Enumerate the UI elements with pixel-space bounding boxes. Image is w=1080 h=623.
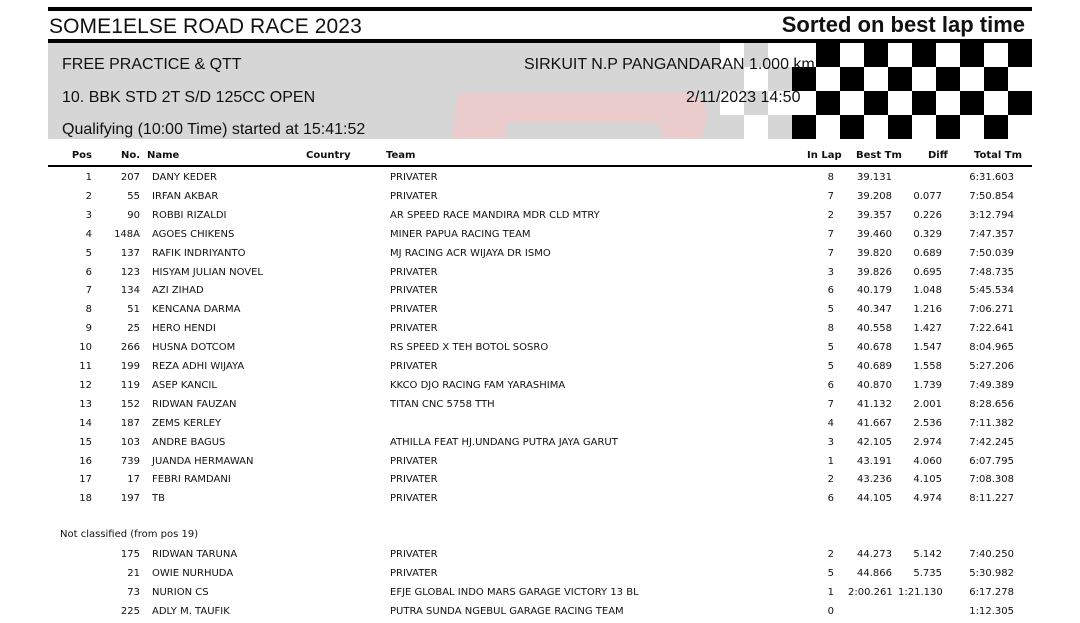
cell-name: RIDWAN FAUZAN	[152, 398, 237, 410]
table-row	[48, 226, 1032, 245]
cell-diff: 5.142	[913, 549, 942, 560]
flag-square	[888, 67, 912, 91]
cell-no: 103	[120, 436, 140, 448]
flag-square	[960, 91, 984, 115]
cell-name: ADLY M. TAUFIK	[152, 605, 230, 617]
flag-square	[912, 67, 936, 91]
cell-pos: 13	[79, 398, 92, 410]
col-in-lap: In Lap	[807, 150, 842, 161]
flag-square	[840, 43, 864, 67]
cell-pos: 5	[85, 247, 92, 259]
cell-total: 5:45.534	[969, 285, 1014, 297]
cell-no: 90	[127, 209, 140, 221]
cell-no: 137	[120, 247, 140, 259]
cell-total: 6:07.795	[969, 455, 1014, 467]
cell-name: HUSNA DOTCOM	[152, 342, 236, 354]
cell-name: KENCANA DARMA	[152, 304, 241, 316]
cell-best: 39.131	[857, 172, 892, 183]
flag-square	[888, 43, 912, 67]
cell-name: AGOES CHIKENS	[152, 228, 235, 240]
cell-best: 41.132	[857, 398, 892, 410]
cell-diff: 1.739	[913, 379, 942, 391]
cell-in-lap: 6	[827, 379, 834, 391]
flag-square	[984, 115, 1008, 139]
table-row	[48, 434, 1032, 453]
cell-diff: 2.001	[913, 398, 942, 410]
cell-total: 8:28.656	[969, 398, 1014, 410]
cell-total: 7:50.039	[969, 247, 1014, 259]
table-row	[48, 188, 1032, 207]
flag-square	[960, 67, 984, 91]
session-header	[48, 43, 1032, 139]
cell-no: 123	[120, 266, 140, 278]
flag-square	[744, 115, 768, 139]
cell-pos: 2	[85, 190, 92, 202]
cell-name: OWIE NURHUDA	[152, 567, 234, 579]
cell-team: KKCO DJO RACING FAM YARASHIMA	[390, 379, 566, 391]
cell-diff: 0.077	[913, 190, 942, 202]
cell-name: HERO HENDI	[152, 323, 216, 335]
table-row	[48, 603, 1032, 622]
cell-diff: 2.536	[913, 417, 942, 429]
cell-best: 43.236	[857, 474, 892, 486]
cell-pos: 16	[79, 455, 92, 467]
col-best-tm: Best Tm	[856, 150, 902, 161]
cell-name: ANDRE BAGUS	[152, 436, 226, 448]
cell-no: 187	[120, 417, 140, 429]
cell-pos: 7	[85, 285, 92, 297]
cell-in-lap: 1	[827, 455, 834, 467]
flag-square	[816, 91, 840, 115]
cell-no: 134	[120, 285, 140, 297]
col-diff: Diff	[928, 150, 948, 161]
cell-team: PRIVATER	[390, 190, 438, 202]
table-row	[48, 490, 1032, 509]
cell-in-lap: 5	[827, 304, 834, 316]
flag-square	[888, 91, 912, 115]
cell-diff: 0.689	[913, 247, 942, 259]
cell-team: TITAN CNC 5758 TTH	[390, 398, 495, 410]
cell-pos: 3	[85, 209, 92, 221]
cell-total: 1:12.305	[969, 605, 1014, 617]
cell-team: RS SPEED X TEH BOTOL SOSRO	[390, 342, 549, 354]
cell-team: PRIVATER	[390, 304, 438, 316]
cell-name: TB	[152, 493, 165, 505]
cell-total: 7:22.641	[969, 323, 1014, 335]
table-row	[48, 396, 1032, 415]
cell-total: 8:11.227	[969, 493, 1014, 505]
cell-in-lap: 6	[827, 493, 834, 505]
race-class: 10. BBK STD 2T S/D 125CC OPEN	[62, 89, 316, 106]
table-row	[48, 320, 1032, 339]
flag-square	[960, 43, 984, 67]
cell-in-lap: 1	[827, 586, 834, 598]
table-row	[48, 584, 1032, 603]
cell-diff: 4.974	[913, 493, 942, 505]
cell-name: RIDWAN TARUNA	[152, 549, 238, 560]
qualifying-info: Qualifying (10:00 Time) started at 15:41:52	[62, 121, 366, 138]
flag-square	[864, 67, 888, 91]
flag-square	[960, 115, 984, 139]
cell-pos: 14	[79, 417, 92, 429]
flag-square	[720, 115, 744, 139]
flag-square	[1008, 43, 1032, 67]
cell-best: 40.558	[857, 323, 892, 335]
col-team: Team	[386, 150, 416, 161]
cell-team: PRIVATER	[390, 285, 438, 297]
cell-in-lap: 2	[827, 549, 834, 560]
flag-square	[840, 91, 864, 115]
cell-in-lap: 7	[827, 228, 834, 240]
table-header	[48, 149, 1032, 167]
flag-square	[936, 67, 960, 91]
flag-square	[1008, 91, 1032, 115]
cell-diff: 5.735	[913, 567, 942, 579]
cell-team: EFJE GLOBAL INDO MARS GARAGE VICTORY 13 BL	[390, 586, 639, 598]
event-title: SOME1ELSE ROAD RACE 2023	[49, 15, 362, 38]
cell-diff: 1:21.130	[898, 586, 943, 598]
flag-square	[888, 115, 912, 139]
cell-in-lap: 7	[827, 190, 834, 202]
cell-team: PRIVATER	[390, 266, 438, 278]
cell-in-lap: 3	[827, 436, 834, 448]
cell-name: ZEMS KERLEY	[152, 417, 222, 429]
cell-total: 5:30.982	[969, 567, 1014, 579]
cell-diff: 1.547	[913, 342, 942, 354]
table-row	[48, 471, 1032, 490]
cell-pos: 8	[85, 304, 92, 316]
cell-in-lap: 5	[827, 361, 834, 372]
col-name: Name	[147, 150, 180, 161]
cell-name: AZI ZIHAD	[152, 285, 204, 297]
cell-total: 8:04.965	[969, 342, 1014, 354]
cell-team: PRIVATER	[390, 549, 438, 560]
cell-no: 73	[127, 586, 140, 598]
cell-no: 148A	[114, 228, 140, 240]
flag-square	[816, 115, 840, 139]
cell-no: 17	[127, 474, 140, 486]
cell-pos: 15	[79, 436, 92, 448]
table-row	[48, 453, 1032, 472]
cell-total: 7:08.308	[969, 474, 1014, 486]
col-total-tm: Total Tm	[974, 150, 1023, 161]
not-classified-label: Not classified (from pos 19)	[60, 529, 199, 540]
sort-note: Sorted on best lap time	[781, 12, 1025, 37]
cell-in-lap: 5	[827, 567, 834, 579]
cell-no: 225	[120, 605, 140, 617]
cell-total: 6:31.603	[969, 172, 1014, 183]
circuit-name: SIRKUIT N.P PANGANDARAN 1.000 km	[524, 56, 815, 73]
flag-square	[864, 115, 888, 139]
table-row	[48, 546, 1032, 565]
cell-team: ATHILLA FEAT HJ.UNDANG PUTRA JAYA GARUT	[390, 436, 618, 448]
cell-best: 41.667	[857, 417, 892, 429]
cell-best: 42.105	[857, 436, 892, 448]
cell-in-lap: 4	[827, 417, 834, 429]
cell-pos: 4	[85, 228, 92, 240]
flag-square	[936, 43, 960, 67]
cell-total: 7:48.735	[969, 266, 1014, 278]
cell-name: NURION CS	[152, 586, 209, 598]
cell-pos: 1	[85, 172, 92, 183]
cell-total: 5:27.206	[969, 361, 1014, 372]
table-row	[48, 245, 1032, 264]
cell-team: MINER PAPUA RACING TEAM	[390, 228, 531, 240]
cell-total: 7:47.357	[969, 228, 1014, 240]
table-row	[48, 264, 1032, 283]
session-name: FREE PRACTICE & QTT	[62, 56, 242, 73]
flag-square	[912, 43, 936, 67]
cell-best: 39.826	[857, 266, 892, 278]
cell-team: MJ RACING ACR WIJAYA DR ISMO	[390, 247, 551, 259]
cell-in-lap: 3	[827, 266, 834, 278]
cell-diff: 1.216	[913, 304, 942, 316]
cell-pos: 6	[85, 266, 92, 278]
cell-name: ROBBI RIZALDI	[152, 209, 227, 221]
results-sheet	[48, 7, 1032, 623]
cell-team: PRIVATER	[390, 323, 438, 335]
cell-best: 40.347	[857, 304, 892, 316]
cell-name: RAFIK INDRIYANTO	[152, 247, 246, 259]
table-row	[48, 339, 1032, 358]
flag-square	[1008, 115, 1032, 139]
cell-no: 207	[120, 172, 140, 183]
cell-no: 25	[127, 323, 140, 335]
cell-in-lap: 5	[827, 342, 834, 354]
cell-total: 3:12.794	[969, 209, 1014, 221]
cell-best: 44.273	[857, 549, 892, 560]
cell-pos: 12	[79, 379, 92, 391]
cell-total: 7:40.250	[969, 549, 1014, 560]
cell-name: FEBRI RAMDANI	[152, 474, 231, 486]
cell-diff: 1.427	[913, 323, 942, 335]
flag-square	[912, 115, 936, 139]
cell-total: 7:06.271	[969, 304, 1014, 316]
flag-square	[1008, 67, 1032, 91]
race-datetime: 2/11/2023 14:50	[686, 89, 801, 106]
cell-pos: 9	[85, 323, 92, 335]
cell-total: 7:49.389	[969, 379, 1014, 391]
cell-no: 119	[120, 379, 140, 391]
cell-team: AR SPEED RACE MANDIRA MDR CLD MTRY	[390, 209, 600, 221]
flag-square	[816, 43, 840, 67]
cell-diff: 0.329	[913, 228, 942, 240]
cell-in-lap: 7	[827, 247, 834, 259]
table-row	[48, 169, 1032, 188]
cell-no: 739	[120, 455, 140, 467]
cell-best: 44.866	[857, 567, 892, 579]
cell-pos: 11	[79, 361, 92, 372]
table-row	[48, 565, 1032, 584]
table-row	[48, 358, 1032, 377]
table-row	[48, 301, 1032, 320]
flag-square	[816, 67, 840, 91]
cell-team: PRIVATER	[390, 172, 438, 183]
cell-no: 55	[127, 190, 140, 202]
flag-square	[984, 91, 1008, 115]
cell-in-lap: 2	[827, 209, 834, 221]
cell-no: 199	[120, 361, 140, 372]
cell-pos: 17	[79, 474, 92, 486]
cell-best: 43.191	[857, 455, 892, 467]
cell-team: PRIVATER	[390, 361, 438, 372]
flag-square	[936, 115, 960, 139]
table-row	[48, 377, 1032, 396]
cell-best: 39.357	[857, 209, 892, 221]
table-row	[48, 415, 1032, 434]
flag-square	[864, 91, 888, 115]
cell-diff: 0.226	[913, 209, 942, 221]
cell-total: 6:17.278	[969, 586, 1014, 598]
cell-total: 7:11.382	[969, 417, 1014, 429]
cell-pos: 10	[79, 342, 92, 354]
table-row	[48, 282, 1032, 301]
flag-square	[840, 115, 864, 139]
cell-team: PRIVATER	[390, 455, 438, 467]
cell-total: 7:42.245	[969, 436, 1014, 448]
cell-no: 175	[120, 549, 140, 560]
logo-watermark	[418, 73, 718, 139]
cell-diff: 1.558	[913, 361, 942, 372]
cell-no: 266	[120, 342, 140, 354]
cell-no: 51	[127, 304, 140, 316]
flag-square	[912, 91, 936, 115]
cell-best: 44.105	[857, 493, 892, 505]
top-rule	[48, 7, 1032, 11]
cell-no: 152	[120, 398, 140, 410]
cell-best: 2:00.261	[848, 586, 893, 598]
flag-square	[768, 115, 792, 139]
cell-name: ASEP KANCIL	[152, 379, 217, 391]
cell-team: PUTRA SUNDA NGEBUL GARAGE RACING TEAM	[390, 605, 624, 617]
cell-name: DANY KEDER	[152, 172, 217, 183]
cell-best: 39.208	[857, 190, 892, 202]
col-no: No.	[120, 150, 140, 161]
cell-diff: 4.105	[913, 474, 942, 486]
table-row	[48, 207, 1032, 226]
cell-in-lap: 6	[827, 285, 834, 297]
cell-name: REZA ADHI WIJAYA	[152, 361, 245, 372]
cell-in-lap: 0	[827, 605, 834, 617]
cell-name: JUANDA HERMAWAN	[152, 455, 254, 467]
cell-team: PRIVATER	[390, 474, 438, 486]
flag-square	[984, 67, 1008, 91]
cell-pos: 18	[79, 493, 92, 505]
cell-best: 40.870	[857, 379, 892, 391]
cell-name: HISYAM JULIAN NOVEL	[152, 266, 263, 278]
flag-square	[840, 67, 864, 91]
cell-best: 39.820	[857, 247, 892, 259]
cell-in-lap: 2	[827, 474, 834, 486]
cell-in-lap: 7	[827, 398, 834, 410]
cell-diff: 2.974	[913, 436, 942, 448]
cell-total: 7:50.854	[969, 190, 1014, 202]
cell-in-lap: 8	[827, 172, 834, 183]
cell-no: 21	[127, 567, 140, 579]
cell-no: 197	[120, 493, 140, 505]
col-country: Country	[306, 150, 351, 161]
cell-name: IRFAN AKBAR	[152, 190, 219, 202]
cell-best: 39.460	[857, 228, 892, 240]
cell-in-lap: 8	[827, 323, 834, 335]
cell-diff: 4.060	[913, 455, 942, 467]
flag-square	[792, 115, 816, 139]
col-pos: Pos	[71, 150, 92, 161]
cell-best: 40.689	[857, 361, 892, 372]
cell-team: PRIVATER	[390, 567, 438, 579]
flag-square	[936, 91, 960, 115]
cell-diff: 1.048	[913, 285, 942, 297]
cell-team: PRIVATER	[390, 493, 438, 505]
cell-best: 40.179	[857, 285, 892, 297]
cell-diff: 0.695	[913, 266, 942, 278]
flag-square	[864, 43, 888, 67]
cell-best: 40.678	[857, 342, 892, 354]
flag-square	[984, 43, 1008, 67]
